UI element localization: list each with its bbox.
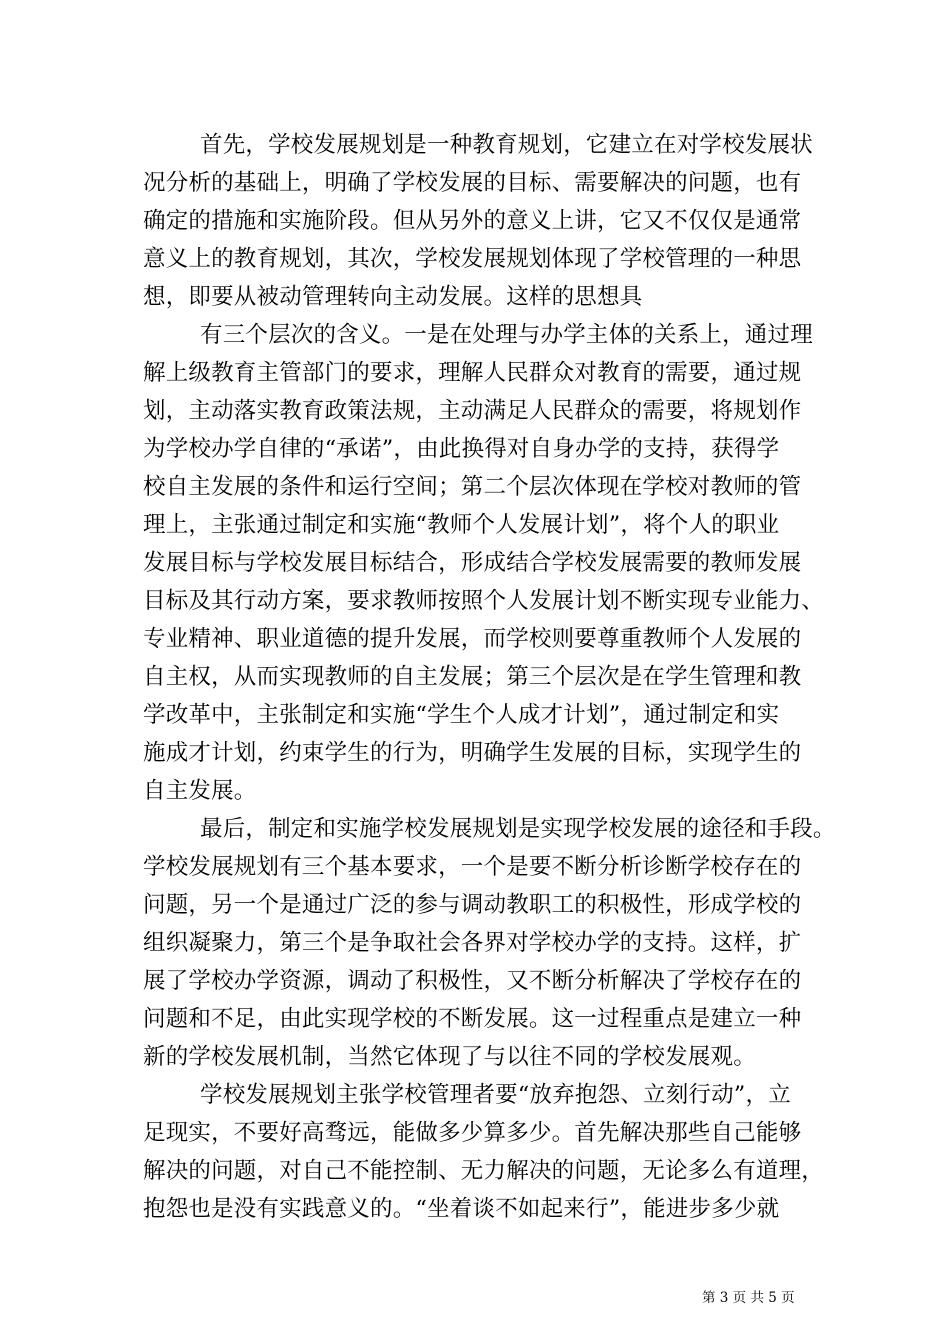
- text-line: 专业精神、职业道德的提升发展，而学校则要尊重教师个人发展的: [143, 626, 802, 652]
- text-line: 抱怨也是没有实践意义的。“坐着谈不如起来行”，能进步多少就: [143, 1196, 780, 1222]
- text-line: 首先，学校发展规划是一种教育规划，它建立在对学校发展状: [200, 132, 813, 158]
- text-line: 划，主动落实教育政策法规，主动满足人民群众的需要，将规划作: [143, 398, 802, 424]
- text-line: 为学校办学自律的“承诺”，由此换得对自身办学的支持，获得学: [143, 436, 780, 462]
- text-line: 自主权，从而实现教师的自主发展；第三个层次是在学生管理和教: [143, 664, 802, 690]
- page-number-footer: 第 3 页 共 5 页: [702, 1290, 795, 1306]
- text-line: 学校发展规划有三个基本要求，一个是要不断分析诊断学校存在的: [143, 854, 802, 880]
- text-line: 施成才计划，约束学生的行为，明确学生发展的目标，实现学生的: [143, 740, 802, 766]
- text-line: 问题和不足，由此实现学校的不断发展。这一过程重点是建立一种: [143, 1006, 802, 1032]
- text-line: 解上级教育主管部门的要求，理解人民群众对教育的需要，通过规: [143, 360, 802, 386]
- text-line: 新的学校发展机制，当然它体现了与以往不同的学校发展观。: [143, 1044, 756, 1070]
- text-line: 况分析的基础上，明确了学校发展的目标、需要解决的问题，也有: [143, 170, 802, 196]
- text-line: 校自主发展的条件和运行空间；第二个层次体现在学校对教师的管: [143, 474, 802, 500]
- text-line: 确定的措施和实施阶段。但从另外的意义上讲，它又不仅仅是通常: [143, 208, 802, 234]
- text-line: 有三个层次的含义。一是在处理与办学主体的关系上，通过理: [200, 322, 813, 348]
- text-line: 学改革中，主张制定和实施“学生个人成才计划”，通过制定和实: [143, 702, 780, 728]
- text-line: 目标及其行动方案，要求教师按照个人发展计划不断实现专业能力、: [143, 588, 825, 614]
- text-line: 意义上的教育规划，其次，学校发展规划体现了学校管理的一种思: [143, 246, 802, 272]
- text-line: 自主发展。: [143, 778, 257, 804]
- text-line: 解决的问题，对自己不能控制、无力解决的问题，无论多么有道理，: [143, 1158, 825, 1184]
- text-line: 组织凝聚力，第三个是争取社会各界对学校办学的支持。这样，扩: [143, 930, 802, 956]
- text-line: 问题，另一个是通过广泛的参与调动教职工的积极性，形成学校的: [143, 892, 802, 918]
- text-line: 展了学校办学资源，调动了积极性，又不断分析解决了学校存在的: [143, 968, 802, 994]
- text-line: 理上，主张通过制定和实施“教师个人发展计划”，将个人的职业: [143, 512, 780, 538]
- text-line: 发展目标与学校发展目标结合，形成结合学校发展需要的教师发展: [143, 550, 802, 576]
- text-line: 足现实，不要好高骛远，能做多少算多少。首先解决那些自己能够: [143, 1120, 802, 1146]
- text-line: 想，即要从被动管理转向主动发展。这样的思想具: [143, 284, 643, 310]
- text-line: 最后，制定和实施学校发展规划是实现学校发展的途径和手段。: [200, 816, 836, 842]
- text-line: 学校发展规划主张学校管理者要“放弃抱怨、立刻行动”，立: [200, 1082, 791, 1108]
